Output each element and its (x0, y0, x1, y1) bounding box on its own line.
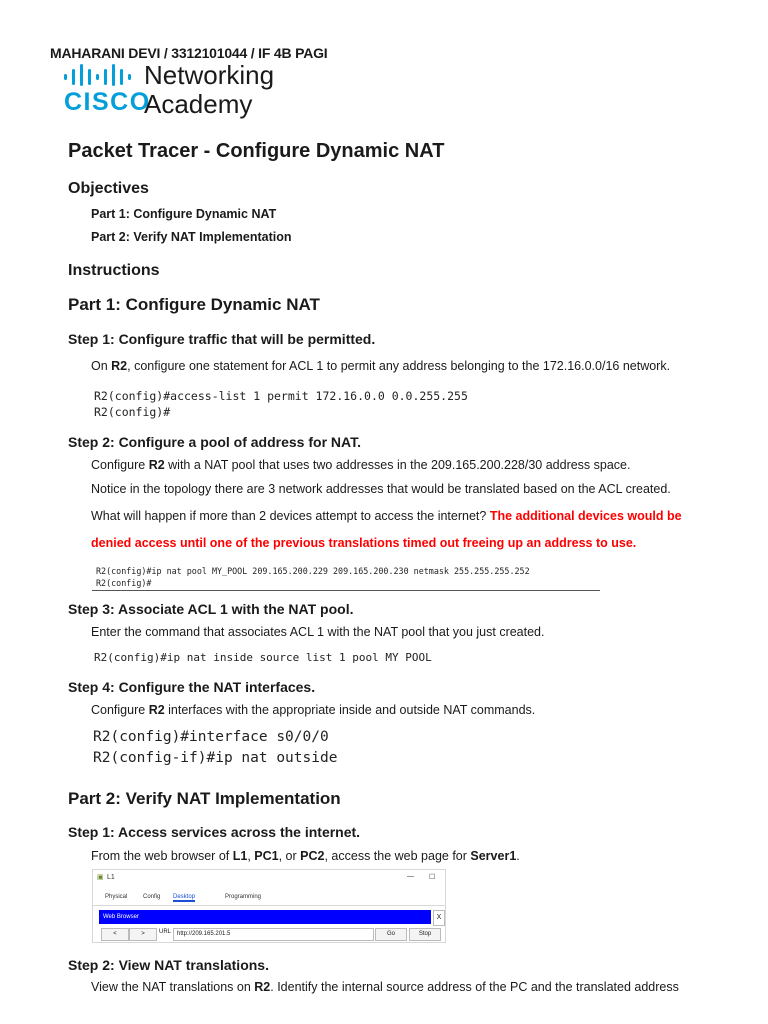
answer-text-continued: denied access until one of the previous translations timed out freeing up an address to use. (91, 536, 637, 550)
window-title: L1 (107, 874, 115, 881)
code-line: R2(config)#access-list 1 permit 172.16.0.0 0.0.255.255 (94, 389, 468, 403)
web-browser-label: Web Browser (103, 914, 139, 920)
cisco-bars-icon (64, 64, 138, 86)
close-browser-button[interactable]: X (433, 910, 445, 926)
web-browser-bar (99, 910, 431, 924)
part1-heading: Part 1: Configure Dynamic NAT (68, 295, 320, 314)
page-title: Packet Tracer - Configure Dynamic NAT (68, 140, 445, 162)
cisco-wordmark: CISCO (64, 88, 151, 116)
objectives-heading: Objectives (68, 180, 149, 197)
maximize-button[interactable]: ☐ (429, 874, 436, 881)
part2-heading: Part 2: Verify NAT Implementation (68, 789, 341, 808)
tab-programming[interactable]: Programming (225, 894, 262, 900)
part1-step1-text: On R2, configure one statement for ACL 1 to permit any address belonging to the 172.16.0.0/16 network. (91, 359, 671, 373)
objective-item: Part 2: Verify NAT Implementation (91, 230, 292, 244)
go-button[interactable]: Go (375, 928, 407, 941)
code-line: R2(config)#interface s0/0/0 (93, 729, 329, 745)
answer-text: The additional devices would be (489, 509, 682, 523)
window-titlebar (93, 870, 445, 888)
part1-step4-heading: Step 4: Configure the NAT interfaces. (68, 679, 316, 695)
code-line: R2(config)#ip nat inside source list 1 pool MY POOL (94, 651, 432, 664)
tab-desktop[interactable]: Desktop (173, 894, 196, 900)
stop-button[interactable]: Stop (409, 928, 441, 941)
logo-academy: Academy (144, 89, 253, 119)
minimize-button[interactable]: — (407, 873, 414, 880)
objective-item: Part 1: Configure Dynamic NAT (91, 207, 277, 221)
code-line: R2(config)# (94, 405, 171, 419)
pc-icon: ▣ (97, 874, 104, 881)
code-line: R2(config)#ip nat pool MY_POOL 209.165.200.229 209.165.200.230 netmask 255.255.255.252 (96, 566, 530, 576)
device-tabs (93, 891, 445, 906)
part2-step1-text: From the web browser of L1, PC1, or PC2, access the web page for Server1. (91, 849, 520, 863)
tab-physical[interactable]: Physical (105, 894, 128, 900)
part1-step1-heading: Step 1: Configure traffic that will be permitted. (68, 331, 376, 347)
cisco-networking-academy-logo (64, 58, 324, 120)
code-line: R2(config-if)#ip nat outside (93, 750, 338, 766)
back-button[interactable]: < (101, 928, 129, 941)
url-input[interactable]: http://209.165.201.5 (173, 928, 374, 941)
part1-step3-heading: Step 3: Associate ACL 1 with the NAT pool. (68, 601, 354, 617)
instructions-heading: Instructions (68, 262, 160, 279)
packet-tracer-screenshot (92, 869, 446, 943)
part2-step2-text: View the NAT translations on R2. Identify the internal source address of the PC and the translated address (91, 980, 679, 994)
part2-step2-heading: Step 2: View NAT translations. (68, 957, 269, 973)
logo-networking: Networking (144, 60, 275, 90)
part2-step1-heading: Step 1: Access services across the internet. (68, 824, 361, 840)
part1-step2-heading: Step 2: Configure a pool of address for NAT. (68, 434, 361, 450)
part1-step2-line2: Notice in the topology there are 3 network addresses that would be translated based on the ACL created. (91, 482, 671, 496)
url-label: URL (159, 929, 172, 935)
part1-step2-line1: Configure R2 with a NAT pool that uses two addresses in the 209.165.200.228/30 address space. (91, 458, 631, 472)
divider-line (92, 590, 600, 591)
part1-step3-text: Enter the command that associates ACL 1 with the NAT pool that you just created. (91, 625, 545, 639)
author-line: MAHARANI DEVI / 3312101044 / IF 4B PAGI (50, 45, 328, 61)
part1-step4-text: Configure R2 interfaces with the appropriate inside and outside NAT commands. (91, 703, 536, 717)
part1-step2-question: What will happen if more than 2 devices attempt to access the internet? The additional devices would be (91, 509, 682, 523)
tab-config[interactable]: Config (143, 894, 161, 900)
code-line: R2(config)# (96, 578, 152, 588)
forward-button[interactable]: > (129, 928, 157, 941)
